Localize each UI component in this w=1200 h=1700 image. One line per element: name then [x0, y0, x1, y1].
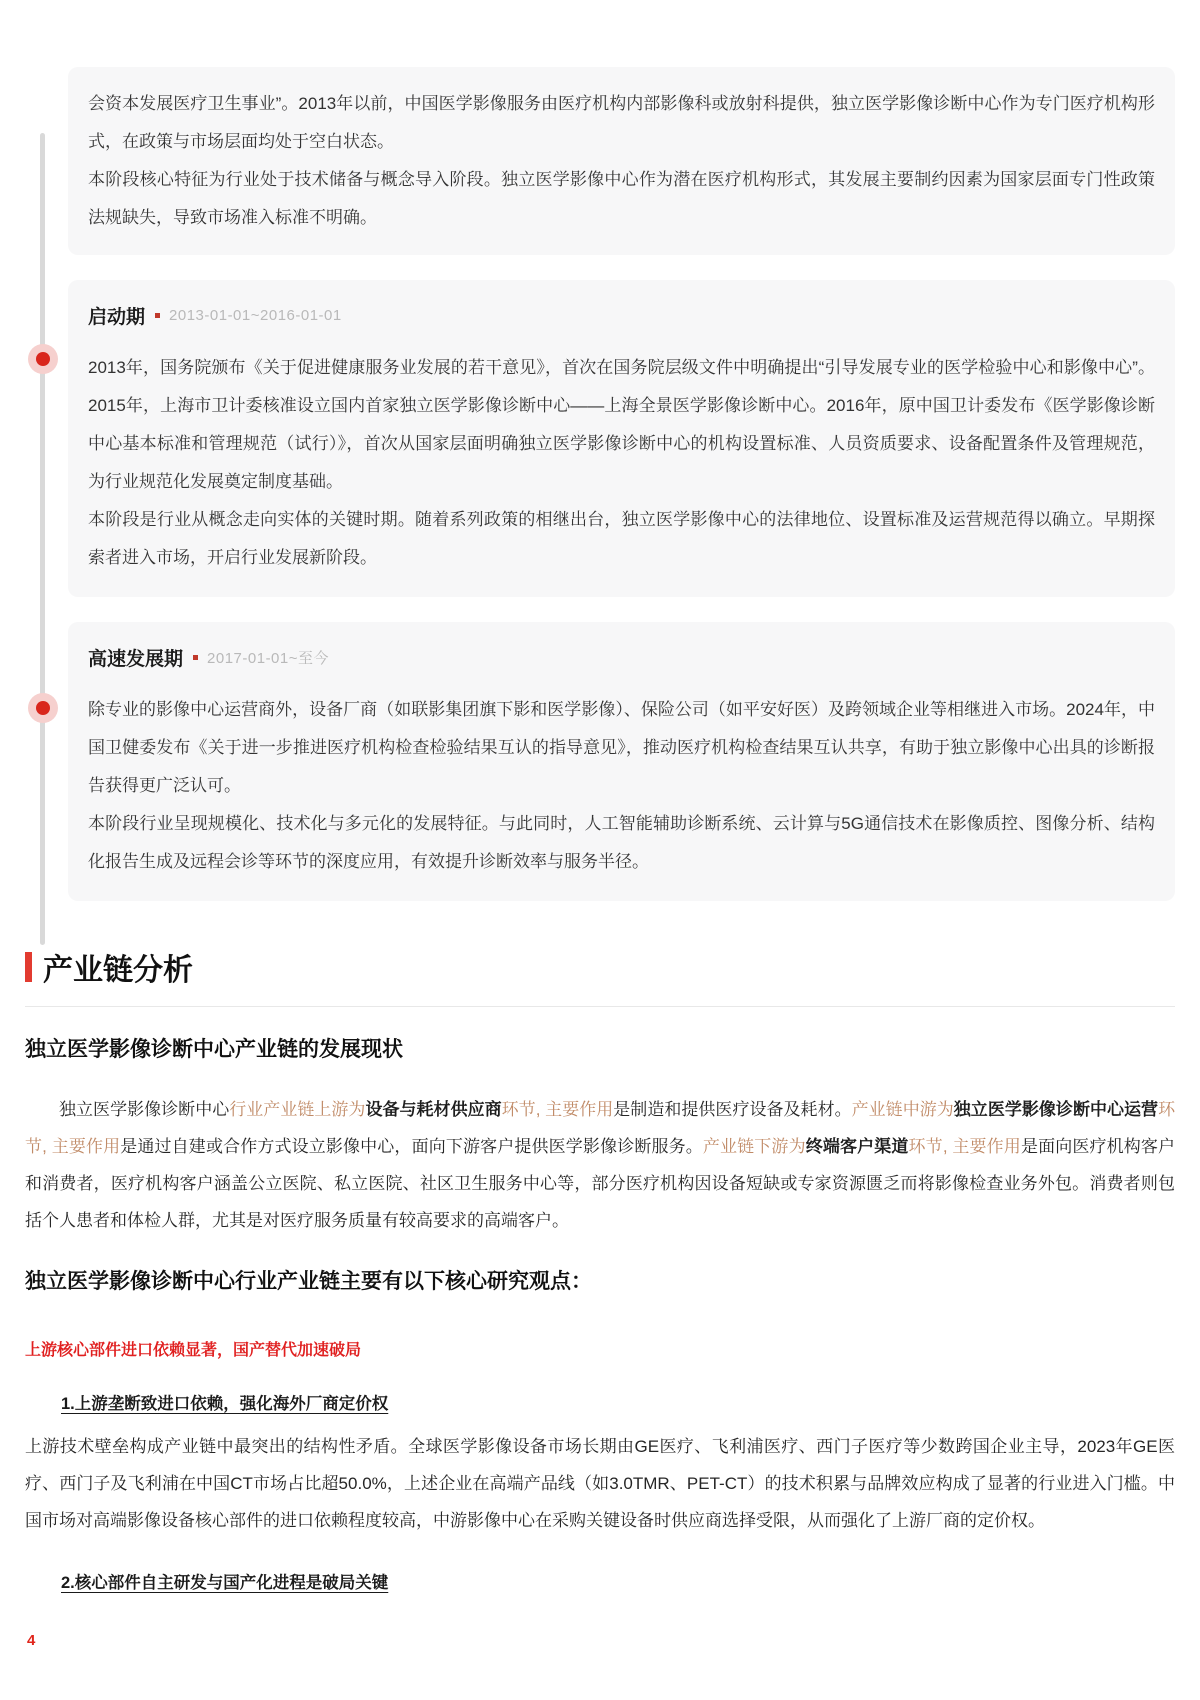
text-segment-highlight: 环节, 主要作用: [908, 1137, 1021, 1156]
timeline-card-carryover: [68, 67, 1175, 255]
stage-header: [88, 644, 1155, 671]
timeline-dot-core: [36, 701, 50, 715]
viewpoint-1-title: 1.上游垄断致进口依赖，强化海外厂商定价权: [61, 1395, 389, 1413]
red-bar-icon: [25, 952, 32, 982]
development-timeline: [0, 67, 1200, 901]
dot-separator-icon: [155, 313, 160, 318]
viewpoint-red-heading: 上游核心部件进口依赖显著，国产替代加速破局: [25, 1342, 362, 1359]
page-number: 4: [27, 1632, 36, 1649]
text-segment-highlight: 环节, 主要作用: [501, 1100, 614, 1119]
section-title-industry-chain: [25, 945, 1175, 989]
subsection-title-core-viewpoints: 独立医学影像诊断中心行业产业链主要有以下核心研究观点：: [25, 1270, 592, 1293]
stage-date-range: 2013-01-01~2016-01-01: [169, 307, 342, 324]
stage-date-range: 2017-01-01~至今: [207, 650, 330, 667]
stage-paragraph: 除专业的影像中心运营商外，设备厂商（如联影集团旗下影和医学影像）、保险公司（如平安好医）及跨领域企业等相继进入市场。2024年，中国卫健委发布《关于进一步推进医疗机构检查检验结果互认的指导意见》，推动医疗机构检查结果互认共享，有助于独立影像中心出具的诊断报告获得更广泛认可。: [88, 700, 1155, 795]
chain-description-paragraph: [25, 1091, 1175, 1239]
text-segment-keyword: 独立医学影像诊断中心运营: [953, 1100, 1159, 1119]
text-segment: 独立医学影像诊断中心: [59, 1100, 230, 1119]
stage-paragraph: 本阶段行业呈现规模化、技术化与多元化的发展特征。与此同时，人工智能辅助诊断系统、云计算与5G通信技术在影像质控、图像分析、结构化报告生成及远程会诊等环节的深度应用，有效提升诊断效率与服务半径。: [88, 814, 1155, 871]
subsection-title-chain-status: 独立医学影像诊断中心产业链的发展现状: [25, 1038, 403, 1061]
industry-chain-section: [0, 945, 1200, 1593]
timeline-dot-icon: [28, 344, 58, 374]
text-segment-highlight: 产业链下游为: [702, 1137, 806, 1156]
stage-header: [88, 302, 1155, 329]
stage-body: [88, 349, 1155, 577]
section-title-text: 产业链分析: [43, 954, 193, 987]
viewpoint-2-title: 2.核心部件自主研发与国产化进程是破局关键: [61, 1574, 389, 1592]
text-segment-highlight: 产业链中游为: [851, 1100, 954, 1119]
viewpoint-1-body: 上游技术壁垒构成产业链中最突出的结构性矛盾。全球医学影像设备市场长期由GE医疗、飞利浦医疗、西门子医疗等少数跨国企业主导，2023年GE医疗、西门子及飞利浦在中国CT市场占比超50.0%，上述企业在高端产品线（如3.0TMR、PET-CT）的技术积累与品牌效应构成了显著的行业进入门槛。中国市场对高端影像设备核心部件的进口依赖程度较高，中游影像中心在采购关键设备时供应商选择受限，从而强化了上游厂商的定价权。: [25, 1437, 1175, 1530]
timeline-dot-icon: [28, 693, 58, 723]
text-segment: 是通过自建或合作方式设立影像中心，面向下游客户提供医学影像诊断服务。: [120, 1137, 703, 1156]
text-segment: 是面向医疗机构客户和消费者，医疗机构客户涵盖公立医院、私立医院、社区卫生服务中心等，部分医疗机构因设备短缺或专家资源匮乏而将影像检查业务外包。消费者则包括个人患者和体检人群，尤其是对医疗服务质量有较高要求的高端客户。: [25, 1137, 1176, 1230]
text-segment-highlight: 环节, 主要作用: [25, 1100, 1176, 1156]
text-segment-keyword: 设备与耗材供应商: [365, 1100, 502, 1119]
timeline-card-stage-launch: [68, 280, 1175, 597]
timeline-card-stage-rapid-growth: [68, 622, 1175, 901]
stage-name: 高速发展期: [88, 649, 184, 670]
timeline-dot-core: [36, 352, 50, 366]
stage-paragraph: 2013年，国务院颁布《关于促进健康服务业发展的若干意见》，首次在国务院层级文件中明确提出“引导发展专业的医学检验中心和影像中心”。2015年，上海市卫计委核准设立国内首家独立医学影像诊断中心——上海全景医学影像诊断中心。2016年，原中国卫计委发布《医学影像诊断中心基本标准和管理规范（试行）》，首次从国家层面明确独立医学影像诊断中心的机构设置标准、人员资质要求、设备配置条件及管理规范，为行业规范化发展奠定制度基础。: [88, 358, 1155, 491]
stage-paragraph: 本阶段核心特征为行业处于技术储备与概念导入阶段。独立医学影像中心作为潜在医疗机构形式，其发展主要制约因素为国家层面专门性政策法规缺失，导致市场准入标准不明确。: [88, 170, 1155, 227]
dot-separator-icon: [193, 655, 198, 660]
stage-body: [88, 691, 1155, 881]
text-segment-keyword: 终端客户渠道: [805, 1137, 909, 1156]
text-segment: 是制造和提供医疗设备及耗材。: [613, 1100, 852, 1119]
text-segment-highlight: 行业产业链上游为: [229, 1100, 366, 1119]
section-divider: [25, 1006, 1175, 1007]
stage-name: 启动期: [88, 307, 146, 328]
stage-paragraph: 会资本发展医疗卫生事业”。2013年以前，中国医学影像服务由医疗机构内部影像科或放射科提供，独立医学影像诊断中心作为专门医疗机构形式，在政策与市场层面均处于空白状态。: [88, 94, 1155, 151]
timeline-vertical-line: [40, 133, 45, 945]
stage-paragraph: 本阶段是行业从概念走向实体的关键时期。随着系列政策的相继出台，独立医学影像中心的法律地位、设置标准及运营规范得以确立。早期探索者进入市场，开启行业发展新阶段。: [88, 510, 1155, 567]
